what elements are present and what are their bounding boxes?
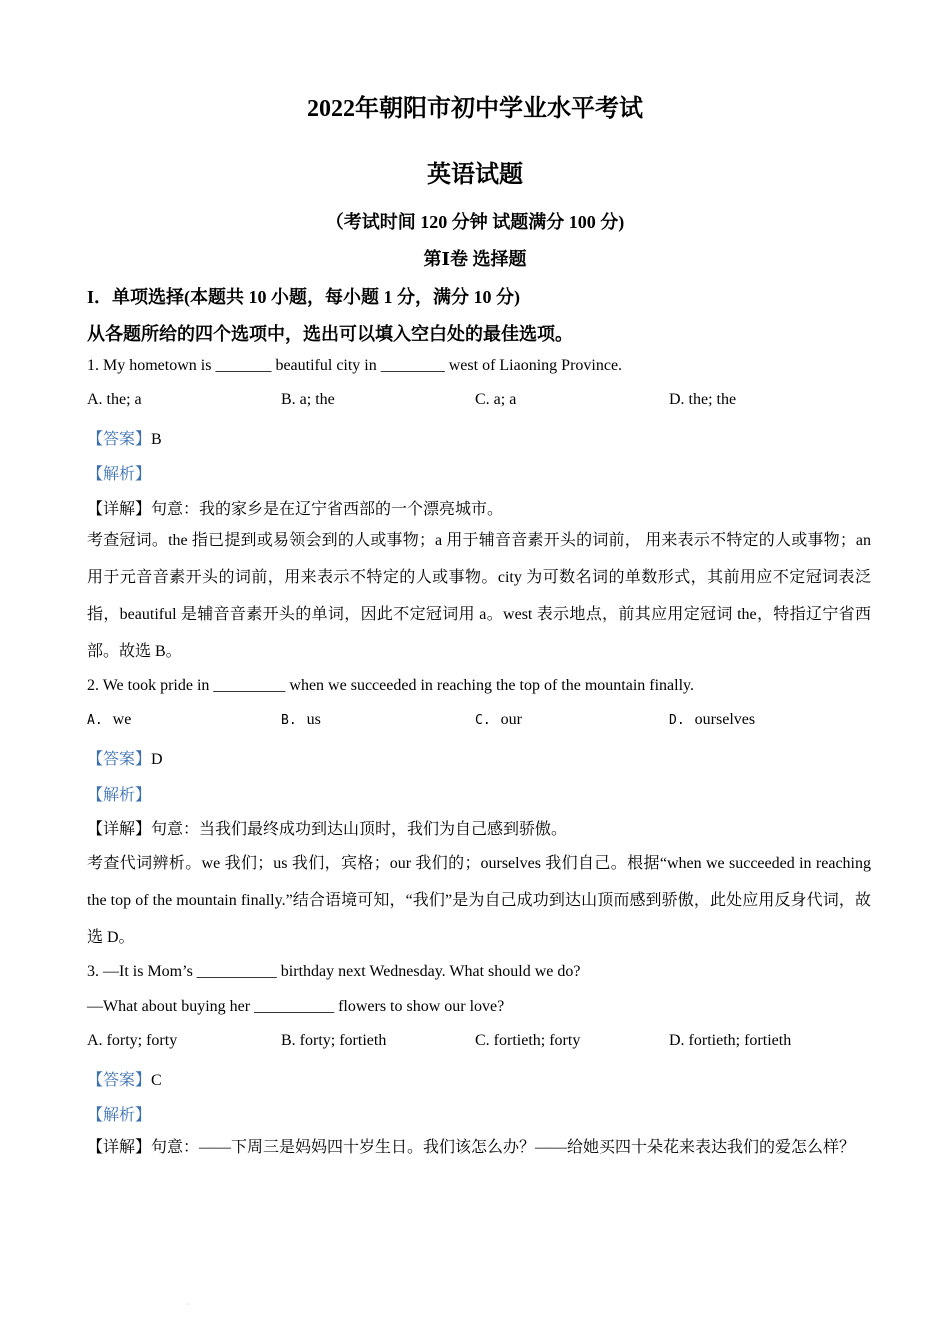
q3-analysis-tag: 【解析】 (87, 1107, 152, 1124)
q1-option-c: C. a; a (475, 391, 517, 408)
q1-answer (87, 426, 162, 449)
q3-stem-2: —What about buying her __________ flowers to show our love? (87, 998, 505, 1015)
q2-answer-value: D (151, 751, 163, 768)
q2-detail: 【详解】句意：当我们最终成功到达山顶时，我们为自己感到骄傲。 (87, 821, 568, 838)
exam-info: （考试时间 120 分钟 试题满分 100 分) (325, 212, 625, 232)
q3-detail: 【详解】句意：——下周三是妈妈四十岁生日。我们该怎么办？——给她买四十朵花来表达我们的爱怎么样？ (87, 1139, 856, 1156)
volume-heading: 第Ⅰ卷 选择题 (423, 249, 527, 269)
q1-option-d: D. the; the (669, 391, 737, 408)
exam-title: 2022年朝阳市初中学业水平考试 (307, 96, 643, 122)
q2-option-b: B. us (281, 711, 321, 728)
q1-analysis-tag: 【解析】 (87, 466, 152, 483)
q1-option-b: B. a; the (281, 391, 335, 408)
q3-option-b: B. forty; fortieth (281, 1032, 387, 1049)
section-heading: I．单项选择(本题共 10 小题，每小题 1 分，满分 10 分) (87, 287, 520, 307)
q3-stem-1: 3. —It is Mom’s __________ birthday next Wednesday. What should we do? (87, 963, 581, 980)
q3-answer (87, 1067, 162, 1090)
q2-stem: 2. We took pride in _________ when we succeeded in reaching the top of the mountain finally. (87, 677, 694, 694)
q3-option-a: A. forty; forty (87, 1032, 178, 1049)
decorative-dot: · (187, 1300, 190, 1309)
q2-explanation: 考查代词辨析。we 我们；us 我们，宾格；our 我们的；ourselves 我们自己。根据“when we succeeded in reaching the top of the mountain finally.”结合语境可知，“我们”是为自己成功到达山顶而感到骄傲，此处应用反身代词，故选 D。 (87, 855, 871, 946)
q1-explanation: 考查冠词。the 指已提到或易领会到的人或事物；a 用于辅音音素开头的词前， 用来表示不特定的人或事物；an 用于元音音素开头的词前，用来表示不特定的人或事物。city 为可数名词的单数形式，其前用应不定冠词表泛指，beautiful 是辅音音素开头的单词，因此不定冠词用 a。west 表示地点，前其应用定冠词 the，特指辽宁省西部。故选 B。 (87, 532, 871, 660)
q1-option-a: A. the; a (87, 391, 142, 408)
q3-option-c: C. fortieth; forty (475, 1032, 581, 1049)
q1-detail: 【详解】句意：我的家乡是在辽宁省西部的一个漂亮城市。 (87, 501, 504, 518)
exam-subtitle: 英语试题 (427, 162, 523, 188)
q3-option-d: D. fortieth; fortieth (669, 1032, 792, 1049)
q2-option-c: C. our (475, 711, 522, 728)
q1-stem: 1. My hometown is _______ beautiful city in ________ west of Liaoning Province. (87, 357, 623, 374)
q2-option-a: A. we (87, 711, 132, 728)
q1-answer-tag: 【答案】 (87, 431, 152, 448)
q2-option-d: D. ourselves (669, 711, 756, 728)
section-instruction: 从各题所给的四个选项中，选出可以填入空白处的最佳选项。 (87, 324, 573, 344)
q2-answer-tag: 【答案】 (87, 751, 152, 768)
q3-answer-tag: 【答案】 (87, 1072, 152, 1089)
q2-analysis-tag: 【解析】 (87, 787, 152, 804)
q1-answer-value: B (151, 431, 162, 448)
q3-answer-value: C (151, 1072, 162, 1089)
q2-answer (87, 746, 163, 769)
